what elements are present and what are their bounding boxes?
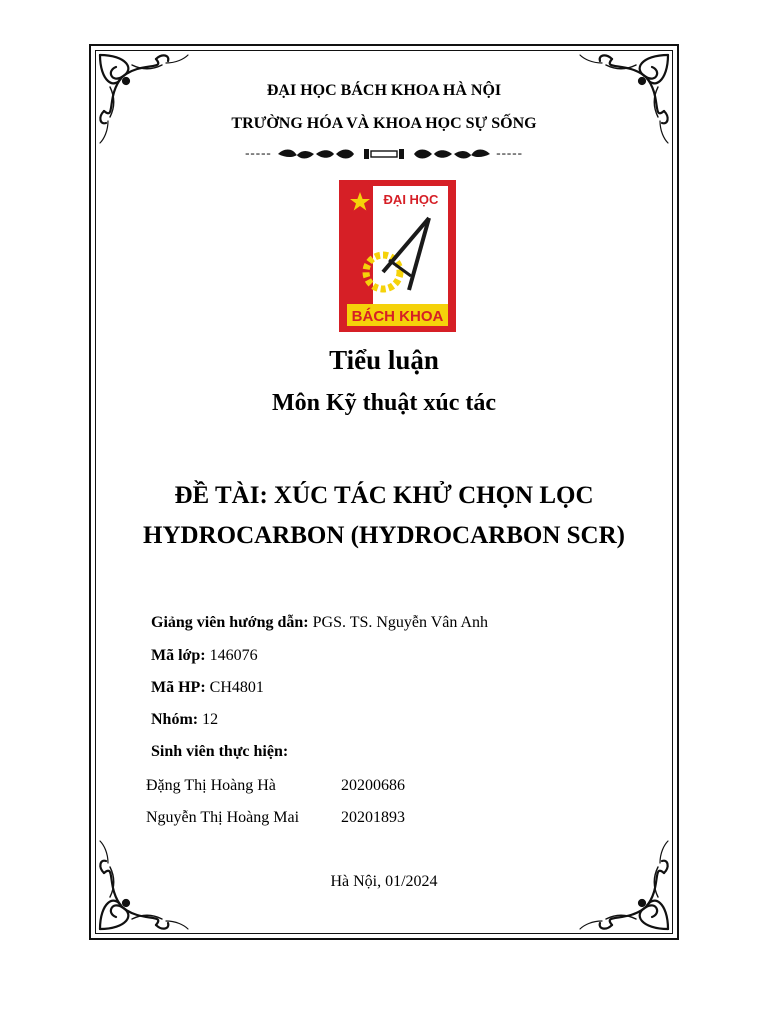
- student-id: 20200686: [341, 777, 405, 794]
- group-row: [151, 711, 218, 729]
- class-code-label: Mã lớp:: [151, 647, 206, 664]
- student-id: 20201893: [341, 809, 405, 826]
- course-code-value: CH4801: [205, 679, 264, 696]
- school-name: TRƯỜNG HÓA VÀ KHOA HỌC SỰ SỐNG: [231, 115, 537, 132]
- advisor-label: Giảng viên hướng dẫn:: [151, 614, 309, 631]
- course-code-label: Mã HP:: [151, 679, 206, 696]
- university-logo: [339, 180, 456, 332]
- topic-title-line-1: ĐỀ TÀI: XÚC TÁC KHỬ CHỌN LỌC: [174, 482, 594, 509]
- course-title: Môn Kỹ thuật xúc tác: [272, 390, 496, 416]
- logo-top-text: ĐẠI HỌC: [383, 192, 439, 207]
- advisor-value: PGS. TS. Nguyễn Vân Anh: [308, 614, 489, 631]
- document-type-title: Tiểu luận: [329, 345, 439, 375]
- advisor-row: [151, 614, 488, 632]
- class-code-row: [151, 647, 258, 665]
- group-label: Nhóm:: [151, 711, 199, 728]
- divider-ornament-icon: [276, 147, 492, 161]
- place-and-date: Hà Nội, 01/2024: [330, 873, 438, 890]
- university-name: ĐẠI HỌC BÁCH KHOA HÀ NỘI: [266, 82, 502, 99]
- group-value: 12: [198, 711, 219, 728]
- student-name: Nguyễn Thị Hoàng Mai: [146, 809, 300, 826]
- header-divider: [0, 145, 768, 161]
- students-label: Sinh viên thực hiện:: [151, 743, 289, 760]
- course-code-row: [151, 679, 264, 697]
- students-heading: [151, 743, 288, 761]
- topic-title-line-2: HYDROCARBON (HYDROCARBON SCR): [143, 522, 625, 549]
- divider-dash-right: -----: [496, 145, 523, 160]
- class-code-value: 146076: [205, 647, 258, 664]
- divider-dash-left: -----: [245, 145, 272, 160]
- student-name: Đặng Thị Hoàng Hà: [146, 777, 276, 794]
- logo-bottom-text: BÁCH KHOA: [351, 308, 444, 325]
